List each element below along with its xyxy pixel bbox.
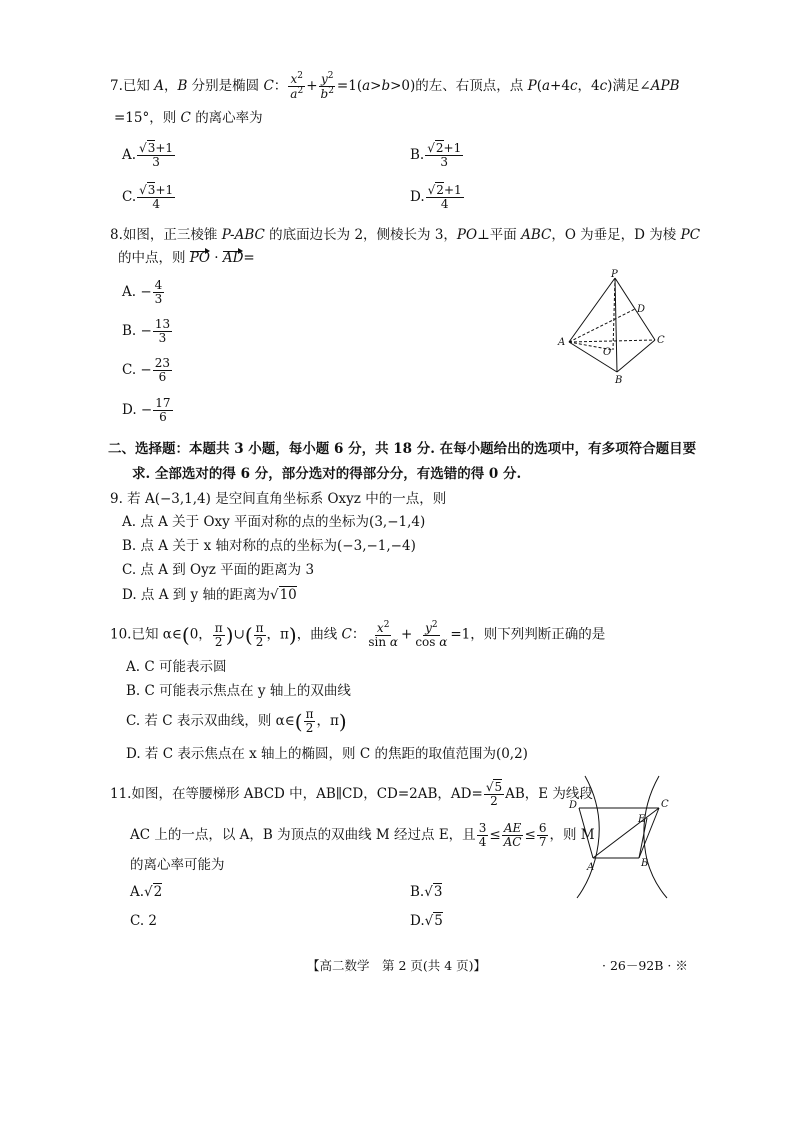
fig11-label-d: D [569,800,578,811]
q7-stem-line2: =15°，则 C 的离心率为 [114,110,263,126]
q7-option-a: A. $\frac{√3+1}{3}$ [122,141,174,170]
q11-option-c: C. 2 [130,913,158,929]
fig11-label-b: B [641,858,649,869]
fig8-label-d: D [637,304,646,315]
q7-option-c: C. $\frac{√3+1}{4}$ [122,183,174,212]
fig11-label-a: A [587,862,595,873]
fig8-label-b: B [615,375,623,386]
q8-option-c: C. − $\frac{23}{6}$ [122,356,171,385]
fig11-label-c: C [661,799,669,810]
q9-option-c: C. 点 A 到 Oyz 平面的距离为 3 [122,562,315,578]
q7-stem-line1: 7.已知 A，B 分别是椭圆 C： $\frac{x^2}{a^2}$ + $\frac{y^2}{b^2}$ =1(a>b>0)的左、右顶点，点 P(a+4c，4c)满足∠APB [110,71,680,102]
fig8-label-p: P [611,269,618,280]
q11-stem-line3: 的离心率可能为 [130,857,225,873]
q11-stem-line1: 11.如图，在等腰梯形 ABCD 中，AB∥CD，CD=2AB，AD= $\frac{√5}{2}$ AB，E 为线段 [110,780,593,809]
q8-stem-line1: 8.如图，正三棱锥 P-ABC 的底面边长为 2，侧棱长为 3，PO⊥平面 ABC，O 为垂足，D 为棱 PC [110,227,701,243]
q10-stem: 10.已知 α∈(0， $\frac{\pi}{2}$ )∪( $\frac{\pi}{2}$ ，π)，曲线 C： $\frac{x^2}{\text{sin α}}$ + $\frac{y^2}{\text{cos α}}$ =1，则下列判断正确的是 [110,620,606,650]
section2-instructions-line1: 二、选择题：本题共 3 小题，每小题 6 分，共 18 分. 在每小题给出的选项中，有多项符合题目要 [108,441,697,457]
exam-code: · 26－92B · ※ [602,958,688,973]
q8-option-b: B. − $\frac{13}{3}$ [122,317,171,346]
q8-pyramid-figure [555,268,675,388]
q9-option-b: B. 点 A 关于 x 轴对称的点的坐标为(−3,−1,−4) [122,538,416,554]
fig8-label-a: A [558,337,566,348]
section2-instructions-line2: 求. 全部选对的得 6 分，部分选对的得部分分，有选错的得 0 分. [132,466,522,482]
q10-option-b: B. C 可能表示焦点在 y 轴上的双曲线 [126,683,351,699]
q11-option-a: A.√2 [130,884,163,900]
page-footer: 【高二数学 第 2 页(共 4 页)】 [307,958,487,973]
q8-option-a: A. − $\frac{4}{3}$ [122,278,163,307]
q11-option-d: D.√5 [410,913,443,929]
fig11-label-e: E [638,814,646,825]
q11-hyperbola-figure [563,770,681,900]
q9-stem: 9. 若 A(−3,1,4) 是空间直角坐标系 Oxyz 中的一点，则 [110,491,447,507]
q9-option-d: D. 点 A 到 y 轴的距离为√10 [122,587,297,603]
q9-option-a: A. 点 A 关于 Oxy 平面对称的点的坐标为(3,−1,4) [122,514,426,530]
q10-option-c: C. 若 C 表示双曲线，则 α∈( $\frac{\pi}{2}$ ，π) [126,707,347,736]
fig8-label-c: C [657,335,665,346]
q8-option-d: D. − $\frac{17}{6}$ [122,396,171,425]
q7-option-d: D. $\frac{√2+1}{4}$ [410,183,462,212]
q10-option-a: A. C 可能表示圆 [126,659,227,675]
q11-option-b: B.√3 [410,884,443,900]
q8-stem-line2: 的中点，则 PO · AD= [118,250,255,266]
fig8-label-o: O [603,347,612,358]
q7-option-b: B. $\frac{√2+1}{3}$ [410,141,462,170]
q10-option-d: D. 若 C 表示焦点在 x 轴上的椭圆，则 C 的焦距的取值范围为(0,2) [126,746,528,762]
q11-stem-line2: AC 上的一点，以 A，B 为顶点的双曲线 M 经过点 E，且 $\frac{3}{4}$ ≤ $\frac{AE}{AC}$ ≤ $\frac{6}{7}$ ，则 M [130,821,595,850]
